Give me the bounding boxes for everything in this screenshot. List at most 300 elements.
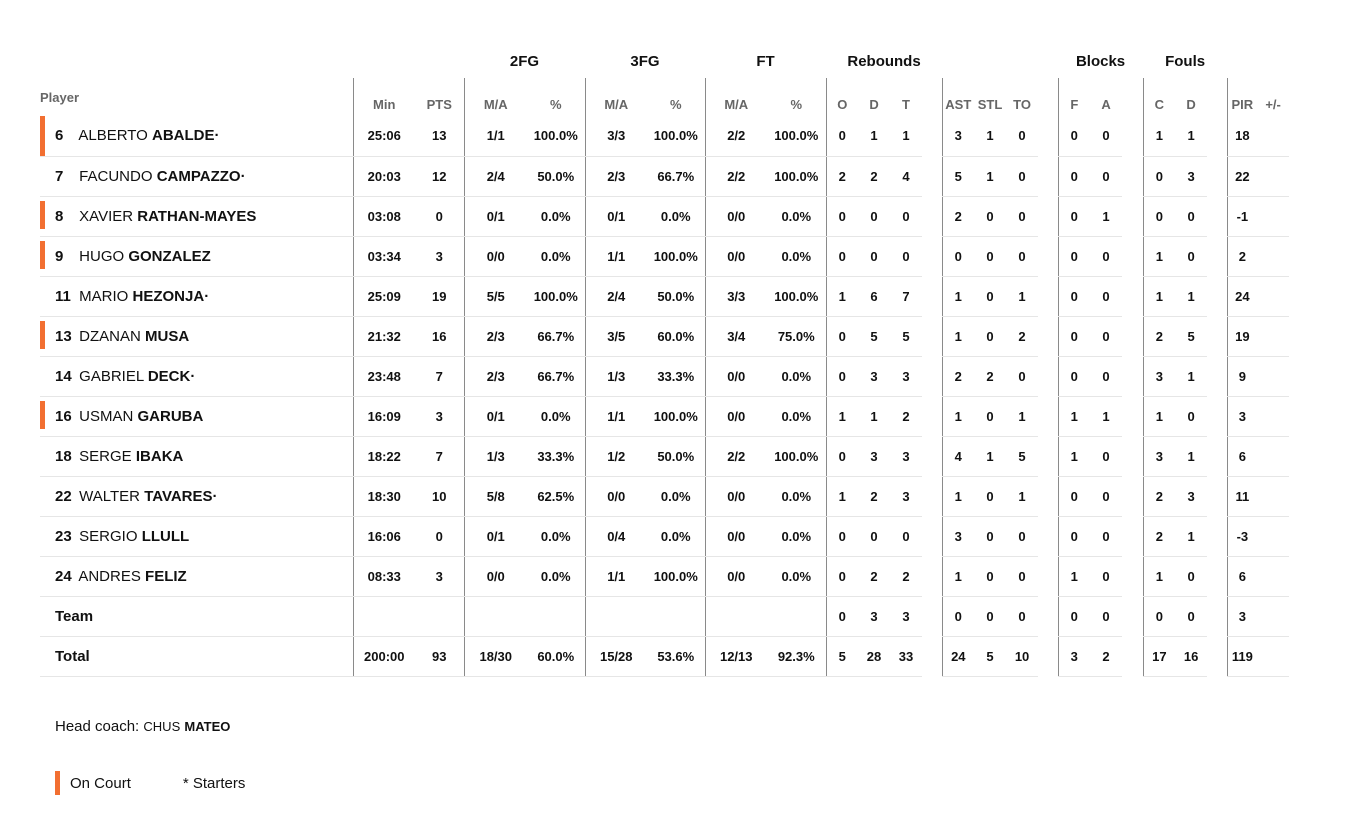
group-fouls: Fouls xyxy=(1165,52,1206,70)
stat-plus-minus xyxy=(1257,636,1289,676)
stat-plus-minus xyxy=(1257,156,1289,196)
stat-foul-c: 3 xyxy=(1143,436,1175,476)
stat-3fg-ma: 2/4 xyxy=(585,276,647,316)
stat-3fg-pct: 50.0% xyxy=(647,276,705,316)
col-stl[interactable]: STL xyxy=(977,97,1003,112)
stat-reb-t: 2 xyxy=(890,396,922,436)
col-reb-t[interactable]: T xyxy=(902,97,910,112)
stat-ft-pct xyxy=(767,596,826,636)
player-cell[interactable] xyxy=(40,476,353,516)
player-first-name[interactable]: HUGO xyxy=(79,247,125,265)
on-court-indicator-icon xyxy=(55,771,60,795)
stat-pts: 7 xyxy=(415,356,464,396)
stat-reb-o: 0 xyxy=(826,316,858,356)
stat-2fg-ma: 2/4 xyxy=(464,156,527,196)
stat-2fg-ma: 1/1 xyxy=(464,116,527,156)
stat-reb-d: 28 xyxy=(858,636,890,676)
col-blk-a[interactable]: A xyxy=(1101,97,1111,112)
stat-stl: 0 xyxy=(974,596,1006,636)
stat-reb-t: 1 xyxy=(890,116,922,156)
stat-3fg-ma: 3/5 xyxy=(585,316,647,356)
stat-ft-ma: 2/2 xyxy=(705,116,767,156)
stat-3fg-ma: 0/0 xyxy=(585,476,647,516)
stat-2fg-ma: 5/5 xyxy=(464,276,527,316)
col-reb-o[interactable]: O xyxy=(826,78,858,116)
stat-plus-minus xyxy=(1257,316,1289,356)
stat-ft-pct: 75.0% xyxy=(767,316,826,356)
stat-foul-c: 0 xyxy=(1143,156,1175,196)
player-last-name[interactable]: IBAKA xyxy=(135,447,184,465)
stat-pir: 22 xyxy=(1227,156,1257,196)
stat-pts: 16 xyxy=(415,316,464,356)
stat-ast: 1 xyxy=(942,396,974,436)
stat-pir: 2 xyxy=(1227,236,1257,276)
player-row[interactable] xyxy=(40,236,1322,276)
stat-2fg-pct: 0.0% xyxy=(527,396,585,436)
stat-3fg-ma: 2/3 xyxy=(585,156,647,196)
player-first-name[interactable]: XAVIER xyxy=(79,207,134,225)
stat-2fg-pct: 66.7% xyxy=(527,356,585,396)
stat-ft-pct: 0.0% xyxy=(767,396,826,436)
stat-ft-pct: 100.0% xyxy=(767,116,826,156)
player-last-name[interactable]: CAMPAZZO· xyxy=(156,167,246,185)
player-first-name[interactable]: USMAN xyxy=(79,407,134,425)
player-first-name[interactable]: DZANAN xyxy=(79,327,141,345)
stat-ast: 1 xyxy=(942,556,974,596)
player-first-name[interactable]: SERGE xyxy=(79,447,132,465)
col-2fg-pct[interactable]: % xyxy=(549,97,562,112)
stat-blk-a: 0 xyxy=(1090,116,1122,156)
stat-min: 03:34 xyxy=(353,236,415,276)
head-coach-first-name: CHUS xyxy=(143,719,181,734)
stat-reb-d: 0 xyxy=(858,516,890,556)
stat-min: 18:22 xyxy=(353,436,415,476)
player-row[interactable] xyxy=(40,396,1322,436)
stat-foul-d: 3 xyxy=(1175,476,1207,516)
stat-ft-ma: 0/0 xyxy=(705,236,767,276)
group-2fg: 2FG xyxy=(509,52,540,70)
stat-pir: -1 xyxy=(1227,196,1257,236)
stat-foul-c: 17 xyxy=(1143,636,1175,676)
group-header-row xyxy=(40,44,1322,78)
stat-reb-t: 2 xyxy=(890,556,922,596)
stat-min: 21:32 xyxy=(353,316,415,356)
stat-ft-ma xyxy=(705,596,767,636)
stat-reb-t: 0 xyxy=(890,236,922,276)
stat-3fg-ma: 0/4 xyxy=(585,516,647,556)
stat-ft-ma: 2/2 xyxy=(705,156,767,196)
stat-to: 0 xyxy=(1006,156,1038,196)
stat-2fg-ma: 0/0 xyxy=(464,556,527,596)
stat-reb-t: 7 xyxy=(890,276,922,316)
stat-2fg-ma: 0/1 xyxy=(464,196,527,236)
stat-blk-f: 0 xyxy=(1058,116,1090,156)
stat-blk-a: 0 xyxy=(1090,516,1122,556)
stat-to: 0 xyxy=(1006,596,1038,636)
player-last-name[interactable]: GONZALEZ xyxy=(128,247,211,265)
stat-2fg-pct: 0.0% xyxy=(527,236,585,276)
stat-3fg-pct: 33.3% xyxy=(647,356,705,396)
stat-pts: 3 xyxy=(415,396,464,436)
player-cell[interactable] xyxy=(40,156,353,196)
stat-ft-pct: 0.0% xyxy=(767,196,826,236)
stat-plus-minus xyxy=(1257,196,1289,236)
stat-ast: 5 xyxy=(942,156,974,196)
stat-pts: 10 xyxy=(415,476,464,516)
stat-foul-c: 1 xyxy=(1143,276,1175,316)
group-rebounds: Rebounds xyxy=(847,52,921,70)
stat-reb-d: 2 xyxy=(858,476,890,516)
stat-foul-d: 16 xyxy=(1175,636,1207,676)
head-coach xyxy=(55,718,230,735)
stat-pir: 24 xyxy=(1227,276,1257,316)
player-first-name[interactable]: ALBERTO xyxy=(78,127,148,145)
stat-pir: 6 xyxy=(1227,436,1257,476)
stat-ft-ma: 0/0 xyxy=(705,476,767,516)
col-foul-c[interactable]: C xyxy=(1143,78,1175,116)
stat-foul-d: 3 xyxy=(1175,156,1207,196)
stat-3fg-ma: 15/28 xyxy=(585,636,647,676)
stat-pir: 3 xyxy=(1227,596,1257,636)
stat-reb-d: 0 xyxy=(858,196,890,236)
stat-stl: 1 xyxy=(974,436,1006,476)
player-row[interactable] xyxy=(40,516,1322,556)
stat-blk-f: 3 xyxy=(1058,636,1090,676)
col-3fg-ma[interactable]: M/A xyxy=(585,78,647,116)
player-cell[interactable] xyxy=(40,516,353,556)
stat-blk-f: 0 xyxy=(1058,156,1090,196)
stat-stl: 0 xyxy=(974,396,1006,436)
player-cell[interactable] xyxy=(40,116,353,156)
head-coach-last-name: MATEO xyxy=(184,719,231,734)
col-pir[interactable]: PIR xyxy=(1227,78,1257,116)
stat-min: 16:09 xyxy=(353,396,415,436)
stat-plus-minus xyxy=(1257,476,1289,516)
stat-reb-t: 0 xyxy=(890,516,922,556)
player-last-name[interactable]: ABALDE· xyxy=(152,127,220,145)
stat-blk-f: 0 xyxy=(1058,596,1090,636)
stat-ast: 2 xyxy=(942,356,974,396)
stat-3fg-ma: 3/3 xyxy=(585,116,647,156)
col-min[interactable]: Min xyxy=(353,78,415,116)
player-last-name[interactable]: GARUBA xyxy=(137,407,204,425)
stat-2fg-ma: 5/8 xyxy=(464,476,527,516)
stat-blk-a: 1 xyxy=(1090,196,1122,236)
stat-plus-minus xyxy=(1257,516,1289,556)
stat-reb-o: 1 xyxy=(826,276,858,316)
stat-3fg-pct: 100.0% xyxy=(647,556,705,596)
stat-stl: 0 xyxy=(974,316,1006,356)
legend-starters: * Starters xyxy=(182,774,246,792)
player-cell[interactable] xyxy=(40,196,353,236)
stat-pir: 18 xyxy=(1227,116,1257,156)
player-row[interactable] xyxy=(40,276,1322,316)
stat-blk-f: 0 xyxy=(1058,236,1090,276)
stat-3fg-pct: 0.0% xyxy=(647,476,705,516)
stat-2fg-pct: 60.0% xyxy=(527,636,585,676)
stat-2fg-pct xyxy=(527,596,585,636)
player-row[interactable] xyxy=(40,116,1322,156)
stat-reb-d: 5 xyxy=(858,316,890,356)
player-first-name[interactable]: WALTER xyxy=(79,487,141,505)
head-coach-label: Head coach: xyxy=(55,718,140,735)
stat-pts: 3 xyxy=(415,556,464,596)
stat-ast: 1 xyxy=(942,276,974,316)
stat-min: 200:00 xyxy=(353,636,415,676)
stat-2fg-pct: 100.0% xyxy=(527,116,585,156)
stat-ft-pct: 100.0% xyxy=(767,276,826,316)
player-last-name[interactable]: FELIZ xyxy=(145,567,187,585)
stat-blk-f: 0 xyxy=(1058,356,1090,396)
stat-3fg-pct: 100.0% xyxy=(647,396,705,436)
player-last-name[interactable]: LLULL xyxy=(141,527,190,545)
stat-to: 0 xyxy=(1006,356,1038,396)
stat-to: 0 xyxy=(1006,116,1038,156)
col-pts[interactable]: PTS xyxy=(426,97,452,112)
stat-blk-a: 0 xyxy=(1090,476,1122,516)
stat-3fg-pct: 100.0% xyxy=(647,236,705,276)
stat-ft-pct: 92.3% xyxy=(767,636,826,676)
stat-ft-pct: 0.0% xyxy=(767,556,826,596)
stat-stl: 0 xyxy=(974,516,1006,556)
col-ft-ma[interactable]: M/A xyxy=(705,78,767,116)
stat-reb-o: 2 xyxy=(826,156,858,196)
stat-stl: 2 xyxy=(974,356,1006,396)
player-first-name[interactable]: GABRIEL xyxy=(79,367,144,385)
stat-to: 0 xyxy=(1006,196,1038,236)
stat-3fg-ma: 1/1 xyxy=(585,556,647,596)
stat-ast: 4 xyxy=(942,436,974,476)
stat-stl: 1 xyxy=(974,116,1006,156)
stat-reb-o: 0 xyxy=(826,356,858,396)
stat-stl: 0 xyxy=(974,236,1006,276)
stat-foul-d: 1 xyxy=(1175,516,1207,556)
stat-blk-a: 0 xyxy=(1090,316,1122,356)
stat-ft-ma: 2/2 xyxy=(705,436,767,476)
stat-stl: 1 xyxy=(974,156,1006,196)
total-row-label-cell xyxy=(40,636,353,676)
player-cell[interactable] xyxy=(40,236,353,276)
on-court-indicator-icon xyxy=(40,116,45,156)
stat-reb-o: 0 xyxy=(826,596,858,636)
player-number: 23 xyxy=(55,527,72,545)
stat-foul-d: 0 xyxy=(1175,196,1207,236)
stat-foul-c: 1 xyxy=(1143,396,1175,436)
stat-blk-f: 0 xyxy=(1058,196,1090,236)
stat-foul-d: 0 xyxy=(1175,596,1207,636)
player-cell[interactable] xyxy=(40,316,353,356)
stat-ast: 3 xyxy=(942,516,974,556)
player-number: 16 xyxy=(55,407,72,425)
stat-blk-f: 0 xyxy=(1058,476,1090,516)
stat-3fg-pct: 66.7% xyxy=(647,156,705,196)
stat-pir: 3 xyxy=(1227,396,1257,436)
stat-blk-f: 0 xyxy=(1058,316,1090,356)
stat-blk-a: 0 xyxy=(1090,236,1122,276)
player-row[interactable] xyxy=(40,316,1322,356)
boxscore-table xyxy=(40,44,1322,677)
stat-plus-minus xyxy=(1257,116,1289,156)
column-header-row xyxy=(40,78,1322,116)
stat-plus-minus xyxy=(1257,436,1289,476)
stat-2fg-pct: 62.5% xyxy=(527,476,585,516)
stat-blk-f: 0 xyxy=(1058,516,1090,556)
stat-reb-t: 5 xyxy=(890,316,922,356)
stat-reb-o: 0 xyxy=(826,116,858,156)
stat-2fg-ma: 1/3 xyxy=(464,436,527,476)
stat-ft-ma: 0/0 xyxy=(705,556,767,596)
player-first-name[interactable]: ANDRES xyxy=(78,567,141,585)
stat-reb-d: 2 xyxy=(858,156,890,196)
stat-foul-d: 1 xyxy=(1175,356,1207,396)
stat-pts: 13 xyxy=(415,116,464,156)
player-row[interactable] xyxy=(40,356,1322,396)
stat-stl: 0 xyxy=(974,476,1006,516)
stat-reb-d: 1 xyxy=(858,116,890,156)
stat-ft-pct: 0.0% xyxy=(767,236,826,276)
stat-foul-c: 2 xyxy=(1143,316,1175,356)
player-first-name[interactable]: FACUNDO xyxy=(79,167,153,185)
group-3fg: 3FG xyxy=(630,52,660,70)
stat-2fg-pct: 0.0% xyxy=(527,196,585,236)
stat-blk-f: 0 xyxy=(1058,276,1090,316)
stat-3fg-pct: 53.6% xyxy=(647,636,705,676)
player-row[interactable] xyxy=(40,196,1322,236)
stat-reb-d: 1 xyxy=(858,396,890,436)
col-to[interactable]: TO xyxy=(1013,97,1031,112)
player-number: 18 xyxy=(55,447,72,465)
player-first-name[interactable]: MARIO xyxy=(79,287,129,305)
stat-foul-d: 0 xyxy=(1175,556,1207,596)
stat-reb-d: 3 xyxy=(858,596,890,636)
total-row-label: Total xyxy=(55,647,90,665)
boxscore-body xyxy=(40,116,1322,676)
col-plus-minus[interactable]: +/- xyxy=(1265,97,1281,112)
col-blk-f[interactable]: F xyxy=(1058,78,1090,116)
stat-blk-f: 1 xyxy=(1058,396,1090,436)
stat-2fg-ma: 2/3 xyxy=(464,316,527,356)
stat-ft-ma: 12/13 xyxy=(705,636,767,676)
player-last-name[interactable]: RATHAN-MAYES xyxy=(137,207,257,225)
stat-3fg-pct xyxy=(647,596,705,636)
stat-blk-f: 1 xyxy=(1058,436,1090,476)
stat-pts: 3 xyxy=(415,236,464,276)
col-reb-d[interactable]: D xyxy=(869,97,879,112)
stat-blk-a: 0 xyxy=(1090,276,1122,316)
on-court-indicator-icon xyxy=(40,241,45,269)
stat-blk-f: 1 xyxy=(1058,556,1090,596)
stat-ft-ma: 3/3 xyxy=(705,276,767,316)
stat-ft-pct: 0.0% xyxy=(767,516,826,556)
stat-to: 0 xyxy=(1006,516,1038,556)
player-number: 11 xyxy=(55,287,71,305)
stat-3fg-ma xyxy=(585,596,647,636)
stat-reb-o: 1 xyxy=(826,396,858,436)
col-2fg-ma[interactable]: M/A xyxy=(464,78,527,116)
stat-pts: 12 xyxy=(415,156,464,196)
team-row-label-cell xyxy=(40,596,353,636)
stat-reb-o: 1 xyxy=(826,476,858,516)
player-last-name[interactable]: HEZONJA· xyxy=(132,287,210,305)
stat-ft-pct: 100.0% xyxy=(767,156,826,196)
stat-2fg-ma: 0/1 xyxy=(464,516,527,556)
stat-foul-d: 0 xyxy=(1175,396,1207,436)
player-cell[interactable] xyxy=(40,396,353,436)
stat-ast: 24 xyxy=(942,636,974,676)
stat-to: 0 xyxy=(1006,236,1038,276)
stat-min: 25:09 xyxy=(353,276,415,316)
stat-blk-a: 0 xyxy=(1090,436,1122,476)
player-cell[interactable] xyxy=(40,436,353,476)
stat-pts: 0 xyxy=(415,516,464,556)
stat-pir: 119 xyxy=(1227,636,1257,676)
player-row[interactable] xyxy=(40,436,1322,476)
stat-reb-t: 0 xyxy=(890,196,922,236)
stat-pir: 19 xyxy=(1227,316,1257,356)
stat-foul-c: 2 xyxy=(1143,476,1175,516)
stat-stl: 0 xyxy=(974,196,1006,236)
col-3fg-pct[interactable]: % xyxy=(669,97,682,112)
stat-2fg-pct: 66.7% xyxy=(527,316,585,356)
col-ast[interactable]: AST xyxy=(942,78,974,116)
player-row[interactable] xyxy=(40,476,1322,516)
col-foul-d[interactable]: D xyxy=(1186,97,1196,112)
player-last-name[interactable]: TAVARES· xyxy=(144,487,218,505)
stat-plus-minus xyxy=(1257,396,1289,436)
on-court-indicator-icon xyxy=(40,201,45,229)
stat-ft-ma: 0/0 xyxy=(705,196,767,236)
stat-ast: 2 xyxy=(942,196,974,236)
player-number: 9 xyxy=(55,247,64,265)
stat-plus-minus xyxy=(1257,596,1289,636)
col-ft-pct[interactable]: % xyxy=(790,97,803,112)
player-number: 7 xyxy=(55,167,64,185)
stat-ast: 3 xyxy=(942,116,974,156)
player-row[interactable] xyxy=(40,156,1322,196)
group-blocks: Blocks xyxy=(1075,52,1126,70)
stat-to: 1 xyxy=(1006,276,1038,316)
legend xyxy=(55,771,245,795)
stat-reb-t: 4 xyxy=(890,156,922,196)
player-first-name[interactable]: SERGIO xyxy=(79,527,138,545)
stat-foul-d: 0 xyxy=(1175,236,1207,276)
team-row-label: Team xyxy=(55,607,94,625)
player-number: 8 xyxy=(55,207,64,225)
stat-3fg-ma: 0/1 xyxy=(585,196,647,236)
stat-foul-c: 1 xyxy=(1143,556,1175,596)
player-row[interactable] xyxy=(40,556,1322,596)
col-player[interactable]: Player xyxy=(40,90,80,105)
stat-ft-ma: 0/0 xyxy=(705,396,767,436)
player-cell[interactable] xyxy=(40,276,353,316)
player-cell[interactable] xyxy=(40,356,353,396)
player-cell[interactable] xyxy=(40,556,353,596)
stat-reb-o: 0 xyxy=(826,236,858,276)
player-last-name[interactable]: DECK· xyxy=(147,367,196,385)
stat-reb-t: 3 xyxy=(890,596,922,636)
stat-2fg-pct: 33.3% xyxy=(527,436,585,476)
player-number: 14 xyxy=(55,367,72,385)
stat-3fg-pct: 60.0% xyxy=(647,316,705,356)
player-number: 13 xyxy=(55,327,72,345)
stat-min xyxy=(353,596,415,636)
stat-foul-d: 1 xyxy=(1175,436,1207,476)
stat-reb-o: 0 xyxy=(826,556,858,596)
player-last-name[interactable]: MUSA xyxy=(145,327,190,345)
stat-pts xyxy=(415,596,464,636)
stat-to: 1 xyxy=(1006,476,1038,516)
stat-reb-o: 0 xyxy=(826,516,858,556)
